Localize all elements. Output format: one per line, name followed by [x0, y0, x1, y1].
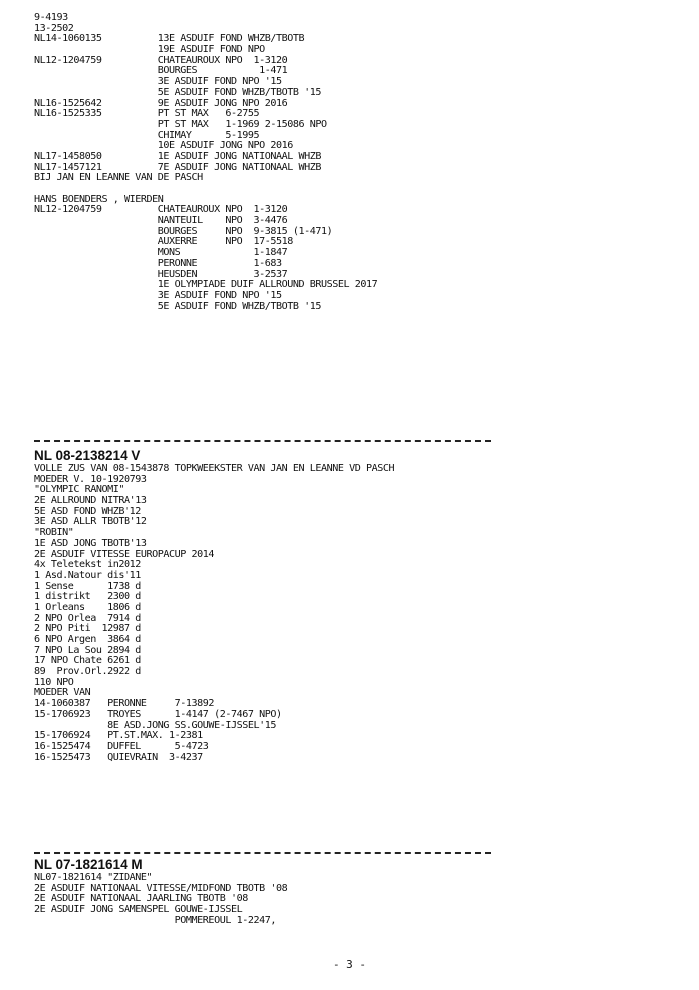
text-line: 3E ASDUIF FOND NPO '15 [34, 76, 282, 88]
text-line: 2E ASDUIF NATIONAAL VITESSE/MIDFOND TBOTB '08 [34, 882, 288, 894]
dashed-separator [34, 852, 491, 854]
text-line: 3E ASD ALLR TBOTB'12 [34, 516, 147, 528]
text-line: 5E ASDUIF FOND WHZB/TBOTB '15 [34, 300, 321, 312]
text-line: BOURGES NPO 9-3815 (1-471) [34, 225, 333, 237]
text-line: NL14-1060135 13E ASDUIF FOND WHZB/TBOTB [34, 33, 305, 45]
text-line: 2 NPO Orlea 7914 d [34, 612, 141, 624]
text-line: 14-1060387 PERONNE 7-13892 [34, 698, 215, 710]
text-line: 2E ASDUIF VITESSE EUROPACUP 2014 [34, 548, 215, 560]
text-line: PT ST MAX 1-1969 2-15086 NPO [34, 118, 327, 130]
pigeon-heading-nl-08-2138214: NL 08-2138214 V [34, 448, 141, 463]
text-line: HEUSDEN 3-2537 [34, 268, 288, 280]
text-line: 9-4193 [34, 12, 68, 23]
text-line: 2E ASDUIF NATIONAAL JAARLING TBOTB '08 [34, 893, 248, 905]
pedigree-results-block [34, 13, 377, 312]
text-line: 1E ASD JONG TBOTB'13 [34, 537, 147, 549]
text-line: 89 Prov.Orl.2922 d [34, 666, 141, 678]
text-line: 1E OLYMPIADE DUIF ALLROUND BRUSSEL 2017 [34, 279, 378, 291]
text-line: NL07-1821614 "ZIDANE" [34, 872, 153, 883]
text-line: NANTEUIL NPO 3-4476 [34, 215, 288, 227]
text-line: 7 NPO La Sou 2894 d [34, 644, 141, 656]
text-line: NL12-1204759 CHATEAUROUX NPO 1-3120 [34, 54, 288, 66]
text-line: 1 Asd.Natour dis'11 [34, 569, 141, 581]
text-line: 16-1525473 QUIEVRAIN 3-4237 [34, 751, 203, 763]
text-line: 2E ALLROUND NITRA'13 [34, 495, 147, 507]
text-line: 1 distrikt 2300 d [34, 591, 141, 603]
text-line: NL17-1457121 7E ASDUIF JONG NATIONAAL WHZB [34, 161, 321, 173]
pigeon-heading-nl-07-1821614: NL 07-1821614 M [34, 857, 143, 872]
text-line: 5E ASD FOND WHZB'12 [34, 505, 141, 517]
text-line: VOLLE ZUS VAN 08-1543878 TOPKWEEKSTER VAN JAN EN LEANNE VD PASCH [34, 463, 395, 474]
text-line: 15-1706924 PT.ST.MAX. 1-2381 [34, 730, 203, 742]
dashed-separator [34, 440, 491, 442]
text-line: CHIMAY 5-1995 [34, 129, 260, 141]
text-line: PERONNE 1-683 [34, 257, 282, 269]
text-line: 19E ASDUIF FOND NPO [34, 44, 265, 56]
text-line: HANS BOENDERS , WIERDEN [34, 193, 164, 205]
text-line: BIJ JAN EN LEANNE VAN DE PASCH [34, 172, 203, 184]
text-line: BOURGES 1-471 [34, 65, 288, 77]
text-line: MOEDER VAN [34, 687, 91, 699]
text-line: NL16-1525335 PT ST MAX 6-2755 [34, 108, 260, 120]
text-line: MOEDER V. 10-1920793 [34, 473, 147, 485]
page-number: - 3 - [332, 958, 367, 971]
text-line: 5E ASDUIF FOND WHZB/TBOTB '15 [34, 86, 321, 98]
pigeon-description [34, 873, 287, 926]
text-line: MONS 1-1847 [34, 247, 288, 259]
text-line: 110 NPO [34, 676, 74, 688]
text-line: NL12-1204759 CHATEAUROUX NPO 1-3120 [34, 204, 288, 216]
text-line: 8E ASD.JONG SS.GOUWE-IJSSEL'15 [34, 719, 276, 731]
text-line: 16-1525474 DUFFEL 5-4723 [34, 740, 209, 752]
text-line: NL17-1458050 1E ASDUIF JONG NATIONAAL WHZB [34, 150, 321, 162]
pigeon-description [34, 464, 394, 763]
text-line: AUXERRE NPO 17-5518 [34, 236, 293, 248]
text-line: 13-2502 [34, 22, 74, 34]
text-line: 6 NPO Argen 3864 d [34, 634, 141, 645]
text-line: 15-1706923 TROYES 1-4147 (2-7467 NPO) [34, 708, 282, 720]
text-line: 2 NPO Piti 12987 d [34, 623, 141, 635]
text-line: 3E ASDUIF FOND NPO '15 [34, 289, 282, 301]
text-line: 1 Orleans 1806 d [34, 601, 141, 613]
text-line: 10E ASDUIF JONG NPO 2016 [34, 140, 293, 152]
text-line: 2E ASDUIF JONG SAMENSPEL GOUWE-IJSSEL [34, 904, 243, 916]
text-line: 4x Teletekst in2012 [34, 559, 141, 571]
text-line: "OLYMPIC RANOMI" [34, 484, 125, 496]
text-line: "ROBIN" [34, 527, 74, 539]
text-line: 1 Sense 1738 d [34, 580, 141, 592]
text-line: NL16-1525642 9E ASDUIF JONG NPO 2016 [34, 97, 288, 109]
text-line: POMMEREOUL 1-2247, [34, 914, 276, 926]
text-line: 17 NPO Chate 6261 d [34, 655, 141, 667]
